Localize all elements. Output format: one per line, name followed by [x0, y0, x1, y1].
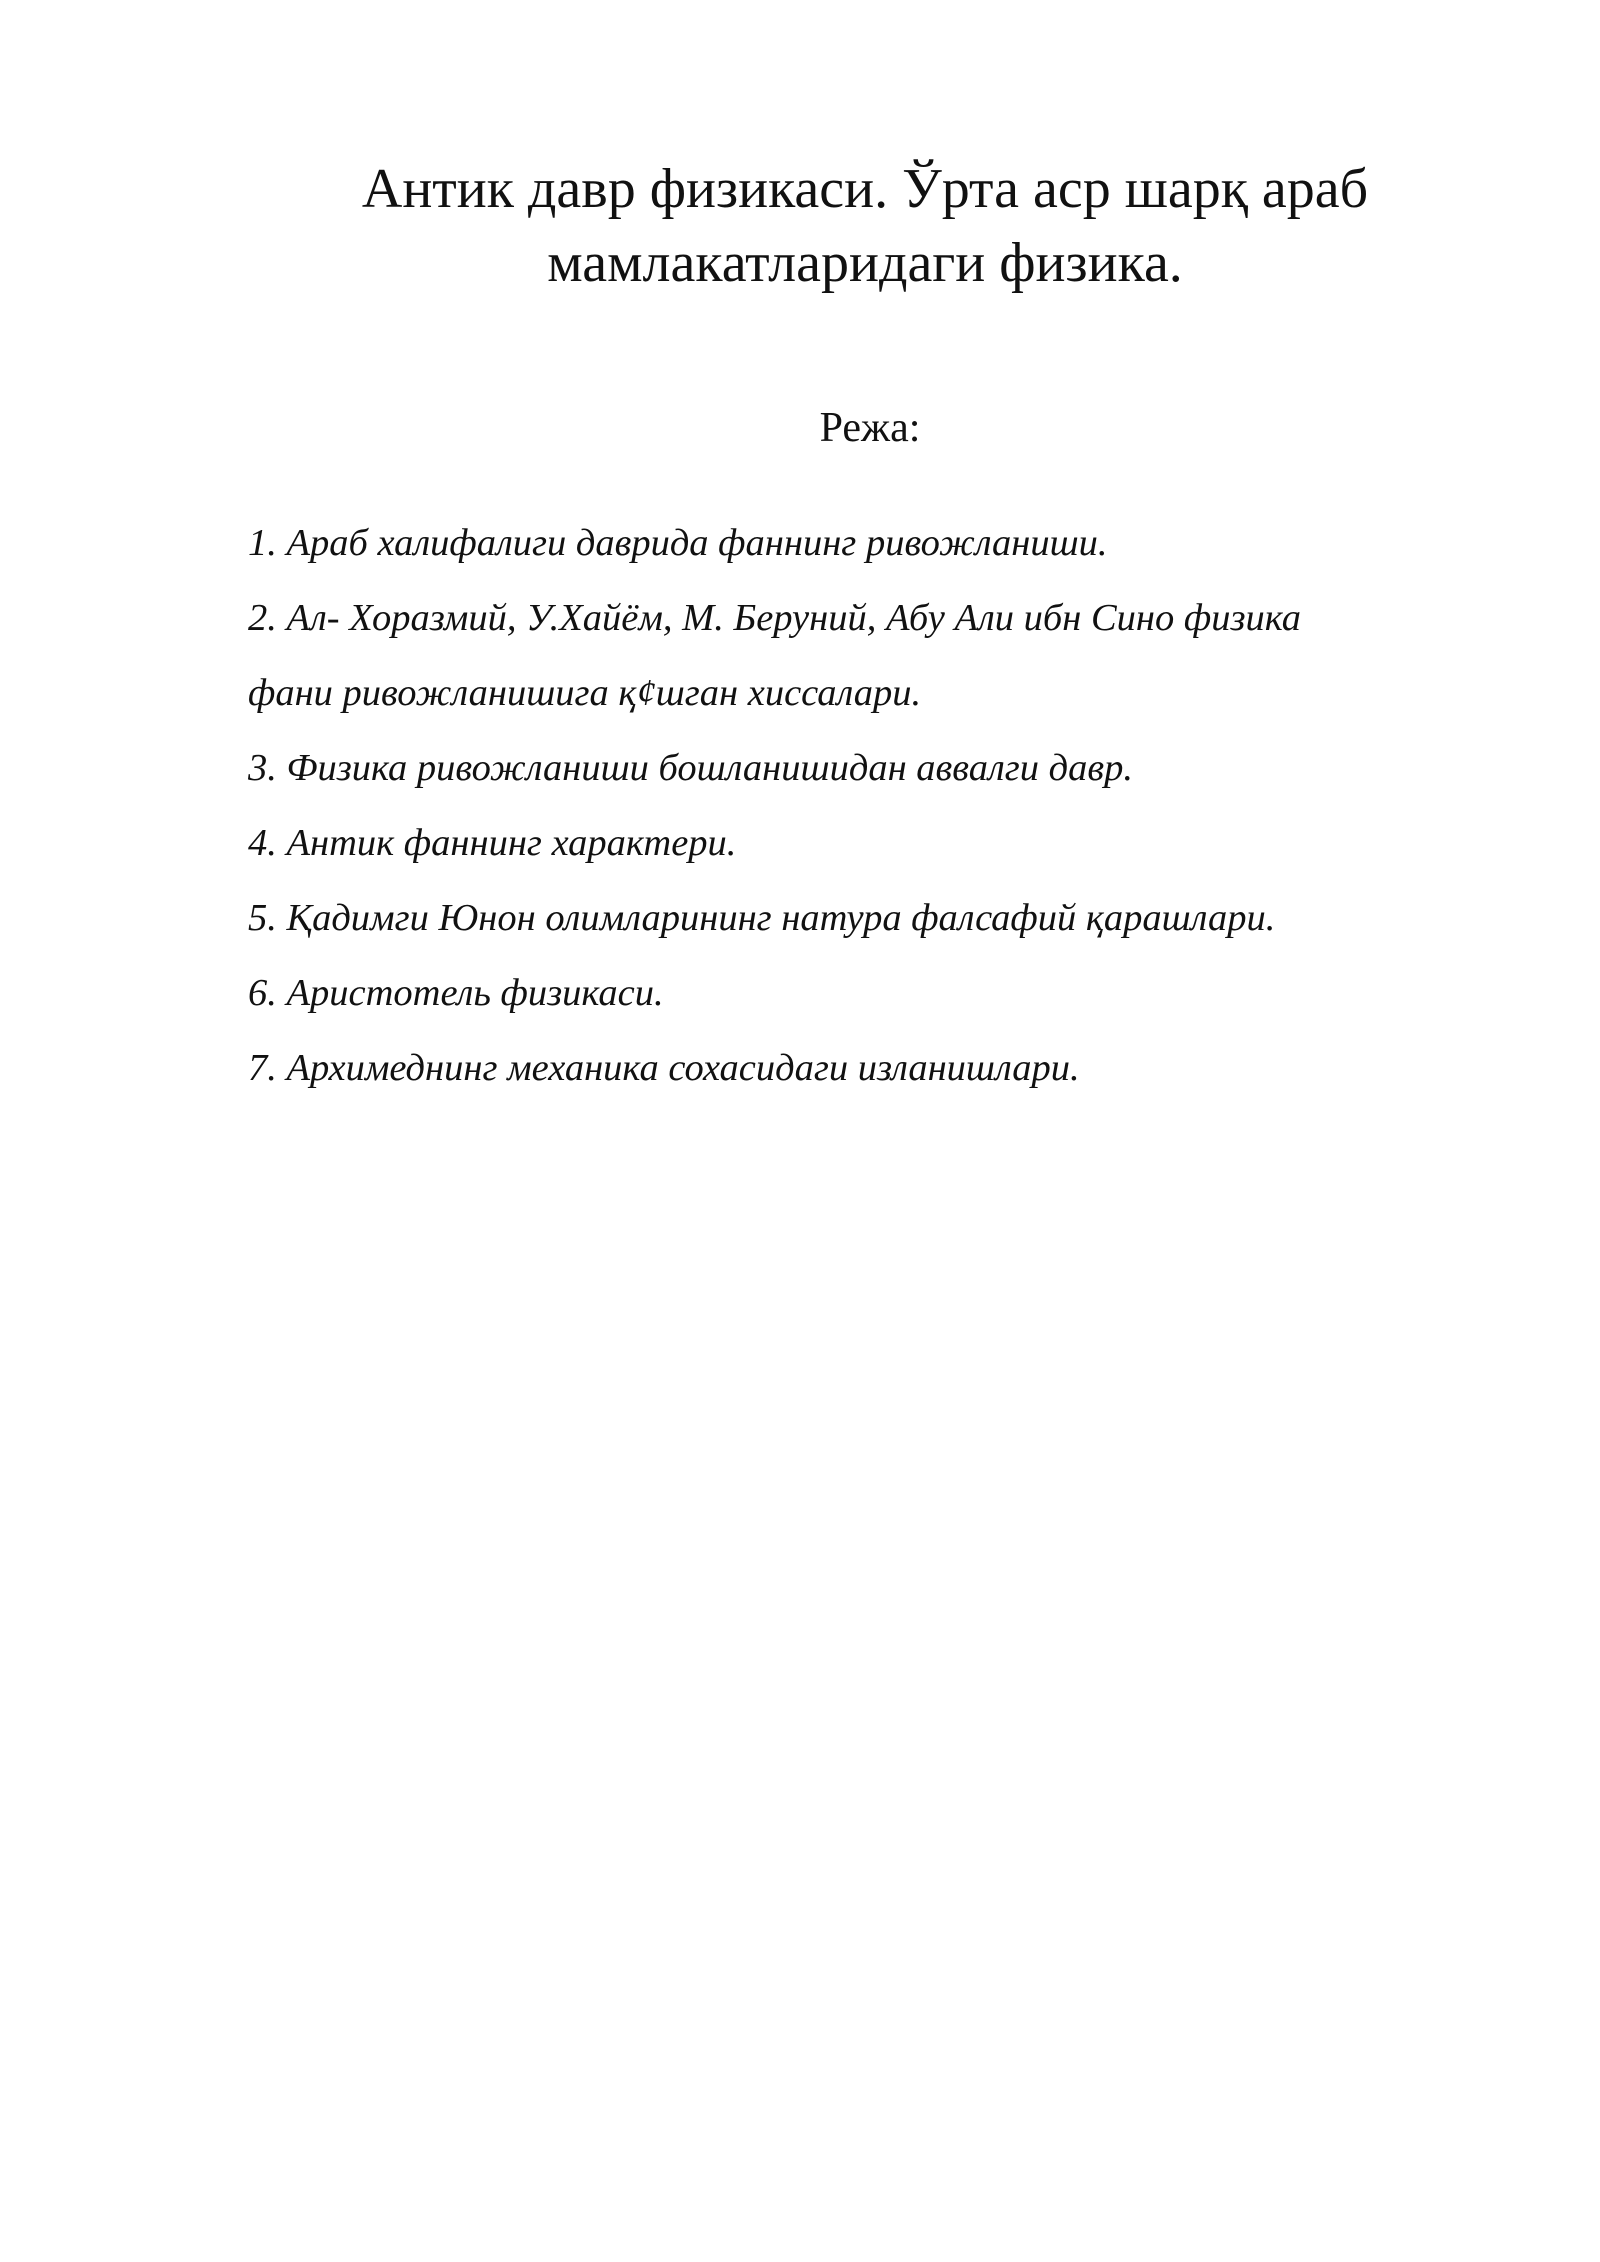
plan-item-6: 6. Аристотель физикаси. [248, 972, 664, 1014]
plan-item-1: 1. Араб халифалиги даврида фаннинг ривожланиши. [248, 522, 1108, 564]
title-line-2: мамлакатларидаги физика. [547, 232, 1183, 294]
plan-item-5: 5. Қадимги Юнон олимларининг натура фалсафий қарашлари. [248, 897, 1276, 939]
plan-item-2-line-2: фани ривожланишига қ¢шган хиссалари. [248, 672, 922, 714]
title-line-1: Антик давр физикаси. Ўрта аср шарқ араб [361, 158, 1369, 220]
plan-heading: Режа: [819, 405, 921, 451]
plan-item-3: 3. Физика ривожланиши бошланишидан аввалги давр. [248, 747, 1133, 789]
plan-item-7: 7. Архимеднинг механика сохасидаги изланишлари. [248, 1047, 1080, 1089]
plan-item-2-line-1: 2. Ал- Хоразмий, У.Хайём, М. Беруний, Абу Али ибн Сино физика [248, 597, 1302, 639]
plan-item-4: 4. Антик фаннинг характери. [248, 822, 737, 864]
plan-list [248, 506, 1468, 1106]
page-title [300, 152, 1430, 300]
